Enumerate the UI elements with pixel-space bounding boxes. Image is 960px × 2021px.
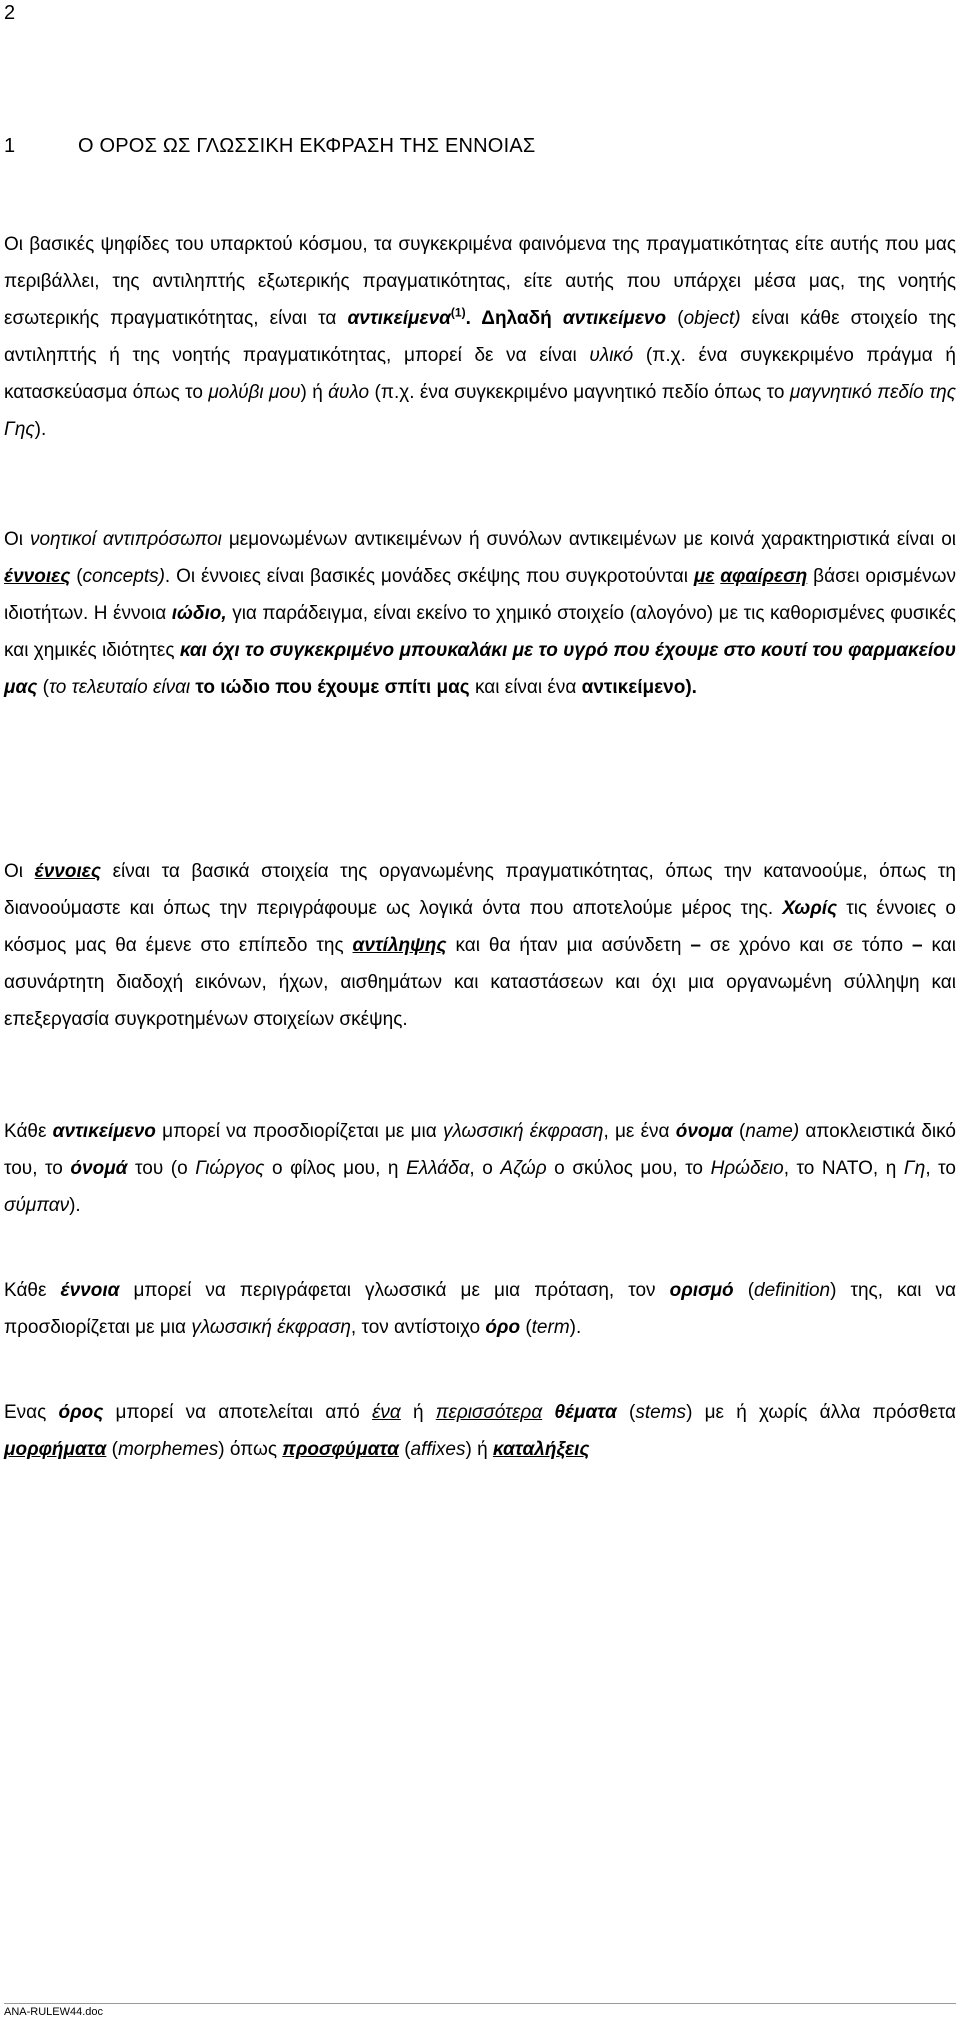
term-italic: άυλο [328,382,370,403]
term-italic: term [531,1317,570,1338]
text: για παράδειγμα, είναι εκείνο το χημικό στοιχείο (αλογόνο) με τις καθορισμένες φυσικές και χημικές ιδιότητες [4,603,956,661]
dash: – [690,935,701,956]
term-emphasis: αντικείμενα [347,308,451,329]
term-emphasis: προσφύματα [282,1439,399,1460]
text: βάσει ορισμένων ιδιοτήτων. Η έννοια [4,566,956,624]
term-emphasis: όρος [58,1402,104,1423]
term-emphasis: καταλήξεις [492,1439,590,1460]
term-emphasis: Χωρίς [782,898,838,919]
term-italic: Γιώργος [195,1158,265,1179]
term-italic: Ελλάδα [406,1158,470,1179]
text: είναι τα βασικά στοιχεία της οργανωμένης πραγματικότητας, όπως την κατανοούμε, όπως τη διανοούμαστε και όπως την περιγράφουμε ως λογικά όντα που αποτελούμε μέρος της. [4,861,956,919]
term-italic: γλωσσική έκφραση [442,1121,604,1142]
text: ( [666,308,684,329]
text: ( [106,1439,118,1460]
term-italic: Ηρώδειο [710,1158,784,1179]
text: . Οι έννοιες είναι βασικές μονάδες σκέψης που συγκροτούνται [164,566,694,587]
text: (π.χ. ένα συγκεκριμένο πράγμα ή κατασκεύασμα όπως το [4,345,956,403]
term-emphasis: με [693,566,715,587]
term-emphasis: όνομα [675,1121,733,1142]
term-italic: object) [683,308,741,329]
text: ). [34,419,47,440]
text: ( [733,1280,755,1301]
term-bold: αντικείμενο). [581,677,697,698]
heading-number: 1 [4,135,16,157]
text: ) ή [465,1439,493,1460]
footer-divider [4,2003,956,2004]
text: μπορεί να προσδιορίζεται με μια [155,1121,443,1142]
text: Κάθε [4,1121,53,1142]
text: ο σκύλος μου, το [546,1158,711,1179]
text: , το [925,1158,956,1179]
text: Οι [4,861,35,882]
text: ) της, και να προσδιορίζεται με μια [4,1280,956,1338]
text: ) με ή χωρίς άλλα πρόσθετα [686,1402,957,1423]
term-italic: Αζώρ [500,1158,547,1179]
term-emphasis: όρο [485,1317,521,1338]
text: μεμονωμένων αντικειμένων ή συνόλων αντικειμένων με κοινά χαρακτηριστικά είναι οι [221,529,956,550]
term-italic: ένα [372,1402,401,1423]
paragraph-6 [4,1394,956,1468]
term-italic: Γη [903,1158,926,1179]
paragraph-4 [4,1113,956,1224]
term-italic: περισσότερα [435,1402,543,1423]
text: τις έννοιες ο κόσμος μας θα έμενε στο επίπεδο της [4,898,957,956]
term-italic: υλικό [589,345,634,366]
section-heading [4,135,535,158]
text: . Δηλαδή [465,308,563,329]
dash: – [912,935,923,956]
term-italic: μολύβι μου [208,382,301,403]
term-emphasis: ορισμό [669,1280,734,1301]
paragraph-2 [4,521,956,706]
text: και θα ήταν μια ασύνδετη [446,935,691,956]
term-italic: μαγνητικό πεδίο της Γης [4,382,956,440]
text: , το ΝΑΤΟ, η [783,1158,904,1179]
footer-filename: ANA-RULEW44.doc [4,2006,104,2018]
term-emphasis: αντίληψης [352,935,447,956]
paragraph-1 [4,226,956,448]
text: ( [616,1402,636,1423]
term-emphasis: όνομά [70,1158,128,1179]
text: και είναι ένα [469,677,582,698]
paragraph-3 [4,853,956,1038]
term-emphasis: έννοιες [34,861,101,882]
term-italic: definition [754,1280,831,1301]
text: ( [398,1439,411,1460]
term-italic: νοητικοί αντιπρόσωποι [29,529,222,550]
text: (π.χ. ένα συγκεκριμένο μαγνητικό πεδίο όπως το [369,382,790,403]
term-emphasis: ιώδιο, [171,603,227,624]
term-emphasis: έννοια [60,1280,120,1301]
text: ) όπως [218,1439,283,1460]
text: μπορεί να αποτελείται από [103,1402,373,1423]
text: σε χρόνο και σε τόπο [700,935,912,956]
term-emphasis: αφαίρεση [720,566,808,587]
heading-title: Ο ΟΡΟΣ ΩΣ ΓΛΩΣΣΙΚΗ ΕΚΦΡΑΣΗ ΤΗΣ ΕΝΝΟΙΑΣ [78,135,536,157]
term-emphasis: θέματα [554,1402,617,1423]
term-bold: το ιώδιο που έχουμε σπίτι μας [195,677,470,698]
term-italic: το τελευταίο είναι [48,677,196,698]
text: ( [732,1121,746,1142]
text: ). [69,1195,81,1216]
term-italic: morphemes [117,1439,219,1460]
text: Οι [4,529,30,550]
text: ). [569,1317,582,1338]
term-italic: affixes [410,1439,466,1460]
text: ( [520,1317,532,1338]
term-italic: σύμπαν [4,1195,70,1216]
term-italic: γλωσσική έκφραση [191,1317,351,1338]
text: ( [70,566,83,587]
term-emphasis: αντικείμενο [562,308,667,329]
footnote-ref: (1) [450,305,466,320]
text: ) ή [300,382,329,403]
term-italic: stems [635,1402,687,1423]
text: Κάθε [4,1280,61,1301]
text: , με ένα [603,1121,676,1142]
text: Ενας [4,1402,59,1423]
text: του (ο [127,1158,196,1179]
text: και ασυνάρτητη διαδοχή εικόνων, ήχων, αισθημάτων και καταστάσεων και όχι μια οργανωμένη σύλληψη και επεξεργασία συγκροτημένων στοιχείων σκέψης. [4,935,956,1030]
text: ( [37,677,49,698]
paragraph-5 [4,1272,956,1346]
term-italic: concepts) [82,566,165,587]
term-emphasis: έννοιες [4,566,71,587]
term-emphasis: αντικείμενο [52,1121,156,1142]
text: ή [400,1402,436,1423]
text: , τον αντίστοιχο [350,1317,486,1338]
text: μπορεί να περιγράφεται γλωσσικά με μια πρόταση, τον [119,1280,670,1301]
text [542,1402,554,1423]
text: , ο [469,1158,501,1179]
text: αποκλειστικά δικό του, το [4,1121,956,1179]
text: Οι βασικές ψηφίδες του υπαρκτού κόσμου, τα συγκεκριμένα φαινόμενα της πραγματικότητας είτε αυτής που μας περιβάλλει, της αντιληπτής εξωτερικής πραγματικότητας, είτε αυτής που υπάρχει μέσα μας, της νοητής εσωτερικής πραγματικότητας, είναι τα [4,234,956,329]
term-emphasis: μορφήματα [4,1439,107,1460]
page-number: 2 [4,2,16,24]
text: ο φίλος μου, η [264,1158,407,1179]
term-emphasis: και όχι το συγκεκριμένο μπουκαλάκι με το υγρό που έχουμε στο κουτί του φαρμακείου μας [4,640,956,698]
text: είναι κάθε στοιχείο της αντιληπτής ή της νοητής πραγματικότητας, μπορεί δε να είναι [4,308,957,366]
term-italic: name) [745,1121,800,1142]
